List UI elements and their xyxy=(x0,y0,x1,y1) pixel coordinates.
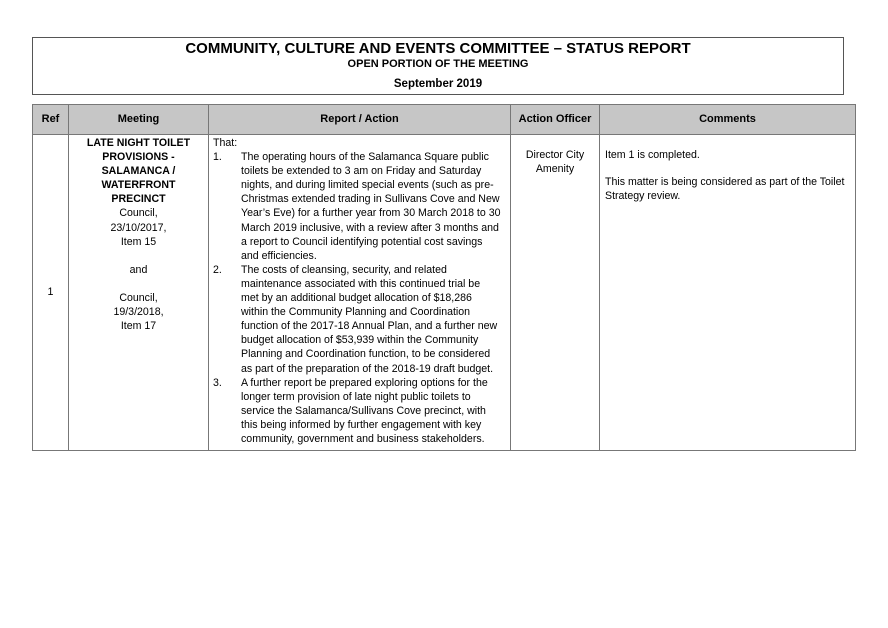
report-date: September 2019 xyxy=(393,78,483,90)
ref-cell: 1 xyxy=(33,135,69,451)
action-item-number: 1. xyxy=(213,151,222,164)
action-item-line: nights, and during limited special events (such as pre- xyxy=(241,179,494,192)
meeting-ref-line: Item 15 xyxy=(120,235,157,248)
col-header-action-officer: Action Officer xyxy=(511,105,600,135)
meeting-and: and xyxy=(129,263,148,276)
action-item-line: community, government and business stakeholders. xyxy=(241,432,485,445)
action-item-line: this being informed by further engagement with key xyxy=(241,418,482,431)
action-officer-cell xyxy=(511,135,600,451)
action-item-line: toilets be extended to 3 am on Friday and Saturday xyxy=(241,165,482,178)
col-header-meeting: Meeting xyxy=(69,105,209,135)
meeting-ref-line: Council, xyxy=(119,207,158,220)
meeting-ref-line: Council, xyxy=(119,292,158,305)
action-item-number: 2. xyxy=(213,263,222,276)
action-item-line: within the Community Planning and Coordination xyxy=(241,306,471,319)
action-intro: That: xyxy=(213,137,238,149)
comment-line: Strategy review. xyxy=(605,190,681,203)
action-item-line: The operating hours of the Salamanca Square public xyxy=(241,151,489,164)
action-item-line: Christmas extended trading in Sullivans Cove and New xyxy=(241,193,500,206)
officer-line: Amenity xyxy=(535,163,575,176)
comments-cell xyxy=(600,135,856,451)
action-item-line: and efficiencies. xyxy=(241,249,317,262)
report-title: COMMUNITY, CULTURE AND EVENTS COMMITTEE – STATUS REPORT xyxy=(185,40,691,57)
action-item-line: met by an additional budget allocation of $18,286 xyxy=(241,292,472,305)
action-item-line: longer term provision of late night public toilets to xyxy=(241,390,471,403)
table-header-row xyxy=(33,105,856,135)
meeting-ref-line: 19/3/2018, xyxy=(113,306,164,319)
report-action-cell xyxy=(209,135,511,451)
comment-line: Item 1 is completed. xyxy=(605,149,700,161)
col-header-comments: Comments xyxy=(600,105,856,135)
meeting-title-line: LATE NIGHT TOILET xyxy=(86,137,191,149)
action-item-line: March 2019 inclusive, with a review after 3 months and xyxy=(241,221,499,234)
action-item-number: 3. xyxy=(213,376,222,389)
action-item-line: budget allocation of $53,939 within the Community xyxy=(241,334,479,347)
action-item-line: maintenance associated with this continued trial be xyxy=(241,277,481,290)
action-item-line: as part of the preparation of the 2018-19 draft budget. xyxy=(241,362,494,375)
meeting-title-line: SALAMANCA / xyxy=(101,165,176,178)
action-item xyxy=(213,263,506,376)
action-item-line: Year’s Eve) for a further year from 30 March 2018 to 30 xyxy=(241,207,501,220)
action-item xyxy=(213,376,506,446)
comment-line: This matter is being considered as part of the Toilet xyxy=(605,176,845,189)
action-item-line: function of the 2017-18 Annual Plan, and a further new xyxy=(241,320,498,333)
action-item-line: Planning and Coordination function, to be considered xyxy=(241,348,491,361)
meeting-cell xyxy=(69,135,209,451)
action-item-line: The costs of cleansing, security, and related xyxy=(241,263,447,276)
status-table xyxy=(32,104,856,451)
col-header-report-action: Report / Action xyxy=(209,105,511,135)
action-item-line: A further report be prepared exploring options for the xyxy=(241,376,488,389)
report-header xyxy=(32,37,844,95)
meeting-ref-line: 23/10/2017, xyxy=(110,221,167,234)
action-item-line: service the Salamanca/Sullivans Cove precinct, with xyxy=(241,404,486,417)
meeting-ref-line: Item 17 xyxy=(120,320,157,333)
meeting-title-line: WATERFRONT PRECINCT xyxy=(101,179,176,206)
meeting-title-line: PROVISIONS - xyxy=(102,151,175,164)
action-item xyxy=(213,150,506,263)
col-header-ref: Ref xyxy=(33,105,69,135)
officer-line: Director City xyxy=(525,149,585,161)
action-item-line: a report to Council identifying potential cost savings xyxy=(241,235,483,248)
report-subtitle: OPEN PORTION OF THE MEETING xyxy=(347,58,529,70)
table-row xyxy=(33,135,856,451)
